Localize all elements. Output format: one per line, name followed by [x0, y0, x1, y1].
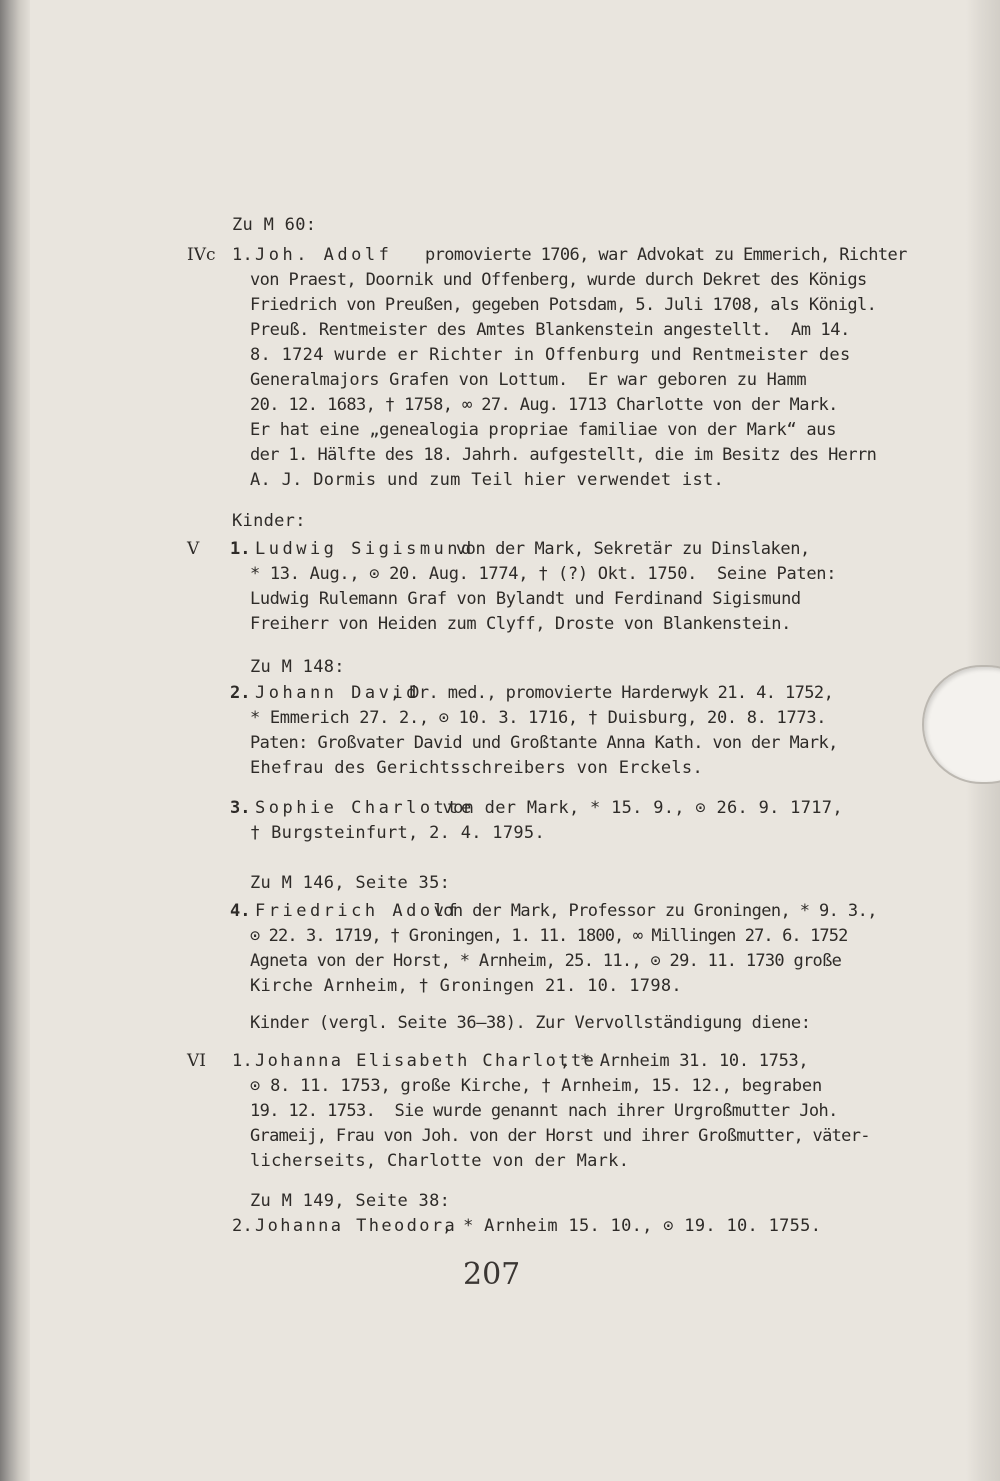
entry-name: Sophie Charlotte — [255, 798, 475, 818]
entry-1-text-line: der 1. Hälfte des 18. Jahrh. aufgestellt, die im Besitz des Herrn — [250, 445, 877, 465]
entry-name: Johann David — [255, 683, 420, 703]
entry-text-line: Freiherr von Heiden zum Clyff, Droste von Blankenstein. — [250, 614, 791, 634]
section-heading: Zu M 148: — [250, 657, 345, 677]
entry-text-line: Paten: Großvater David und Großtante Anna Kath. von der Mark, — [250, 733, 838, 753]
entry-text-line: * 13. Aug., ⊙ 20. Aug. 1774, † (?) Okt. 1750. Seine Paten: — [250, 564, 837, 584]
entry-1-text-line: A. J. Dormis und zum Teil hier verwendet ist. — [250, 470, 725, 490]
entry-1-text-line: von Praest, Doornik und Offenberg, wurde durch Dekret des Königs — [250, 270, 867, 290]
entry-number: 2. — [232, 1216, 254, 1236]
entry-text-line: von der Mark, * 15. 9., ⊙ 26. 9. 1717, — [432, 798, 843, 818]
section-heading: Zu M 149, Seite 38: — [250, 1191, 451, 1211]
entry-text-line: † Burgsteinfurt, 2. 4. 1795. — [250, 823, 545, 843]
entry-text-line: Kirche Arnheim, † Groningen 21. 10. 1798. — [250, 976, 682, 996]
entry-1-text-line: Friedrich von Preußen, gegeben Potsdam, 5. Juli 1708, als Königl. — [250, 295, 877, 315]
entry-1-text-line: promovierte 1706, war Advokat zu Emmerich, Richter — [425, 245, 907, 265]
entry-number: 1. — [232, 1051, 254, 1071]
entry-text-line: 19. 12. 1753. Sie wurde genannt nach ihrer Urgroßmutter Joh. — [250, 1101, 838, 1121]
generation-label: IVc — [187, 245, 216, 265]
thumb-index-tab — [922, 665, 1000, 784]
entry-text-line: , * Arnheim 15. 10., ⊙ 19. 10. 1755. — [442, 1216, 822, 1236]
entry-name: Friedrich Adolf — [255, 901, 462, 921]
entry-1-text-line: Er hat eine „genealogia propriae familiae von der Mark“ aus — [250, 420, 837, 440]
entry-text-line: Agneta von der Horst, * Arnheim, 25. 11., ⊙ 29. 11. 1730 große — [250, 951, 842, 971]
entry-name: Johanna Elisabeth Charlotte — [255, 1051, 597, 1071]
entry-number: 4. — [230, 901, 251, 921]
section-heading: Zu M 60: — [232, 215, 317, 235]
entry-text-line: * Emmerich 27. 2., ⊙ 10. 3. 1716, † Duisburg, 20. 8. 1773. — [250, 708, 827, 728]
entry-1-text-line: 8. 1724 wurde er Richter in Offenburg und Rentmeister des — [250, 345, 851, 365]
generation-label: V — [187, 539, 200, 559]
entry-1-text-line: Preuß. Rentmeister des Amtes Blankenstein angestellt. Am 14. — [250, 320, 850, 340]
entry-1-number: 1. — [232, 245, 254, 265]
entry-text-line: Ehefrau des Gerichtsschreibers von Erckels. — [250, 758, 703, 778]
book-binding-shadow — [0, 0, 30, 1481]
entry-number: 1. — [230, 539, 251, 559]
entry-1-name: Joh. Adolf — [255, 245, 393, 265]
entry-text-line: , Dr. med., promovierte Harderwyk 21. 4. 1752, — [390, 683, 834, 703]
entry-number: 2. — [230, 683, 251, 703]
entry-1-text-line: Generalmajors Grafen von Lottum. Er war geboren zu Hamm — [250, 370, 807, 390]
children-subheading: Kinder (vergl. Seite 36—38). Zur Vervollständigung diene: — [250, 1013, 811, 1033]
entry-text-line: ⊙ 22. 3. 1719, † Groningen, 1. 11. 1800, ∞ Millingen 27. 6. 1752 — [250, 926, 848, 946]
entry-name: Johanna Theodora — [255, 1216, 458, 1236]
entry-text-line: ⊙ 8. 11. 1753, große Kirche, † Arnheim, 15. 12., begraben — [250, 1076, 822, 1096]
entry-name: Ludwig Sigismund — [255, 539, 475, 559]
entry-text-line: licherseits, Charlotte von der Mark. — [250, 1151, 630, 1171]
entry-text-line: , * Arnheim 31. 10. 1753, — [560, 1051, 809, 1071]
entry-text-line: Grameij, Frau von Joh. von der Horst und ihrer Großmutter, väter- — [250, 1126, 870, 1146]
generation-label: VI — [187, 1051, 206, 1071]
entry-1-text-line: 20. 12. 1683, † 1758, ∞ 27. Aug. 1713 Charlotte von der Mark. — [250, 395, 838, 415]
entry-text-line: Ludwig Rulemann Graf von Bylandt und Ferdinand Sigismund — [250, 589, 801, 609]
entry-text-line: von der Mark, Sekretär zu Dinslaken, — [446, 539, 810, 559]
entry-text-line: von der Mark, Professor zu Groningen, * 9. 3., — [424, 901, 877, 921]
entry-number: 3. — [230, 798, 251, 818]
children-subheading: Kinder: — [232, 511, 306, 531]
section-heading: Zu M 146, Seite 35: — [250, 873, 451, 893]
page-number: 207 — [463, 1257, 521, 1292]
